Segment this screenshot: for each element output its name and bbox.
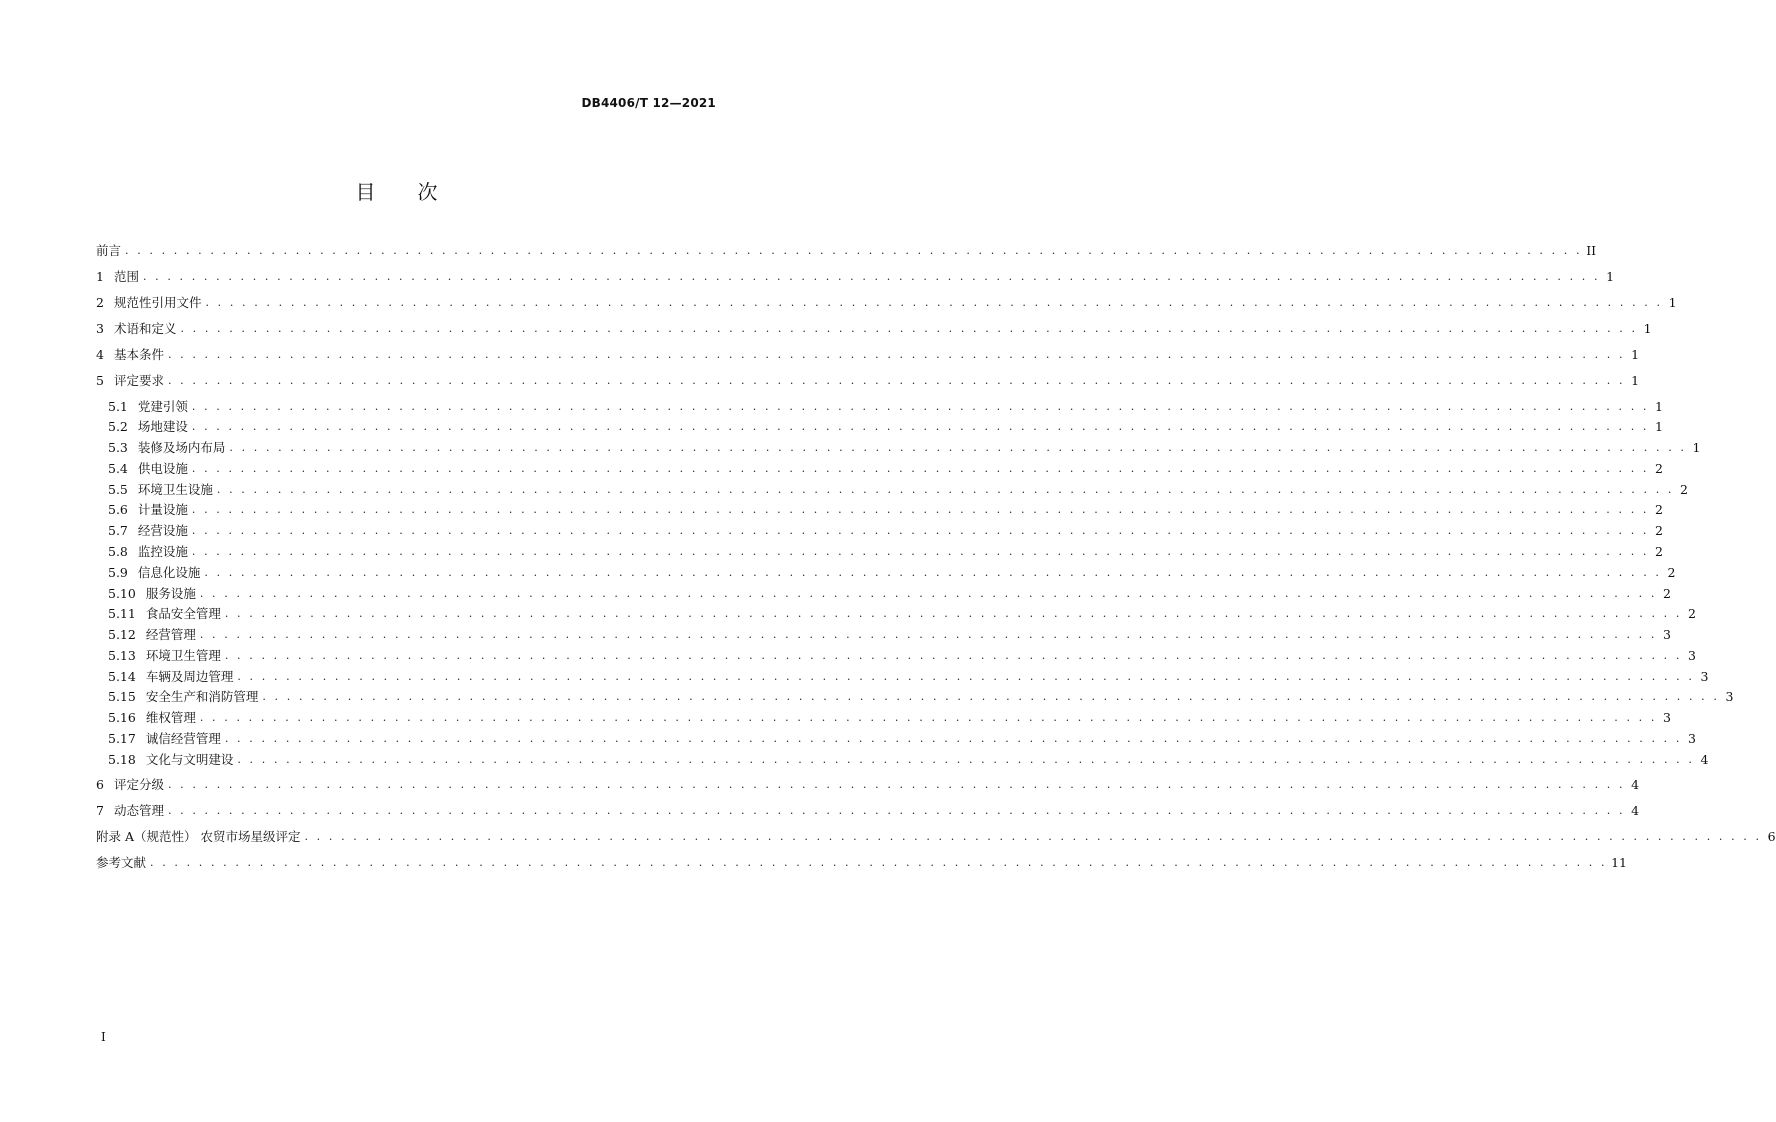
toc-entry-number: 1 [96, 269, 104, 284]
toc-dot-leader: . . . . . . . . . . . . . . . . . . . . . . . . . . . . . . . . . . . . . . . . . . . . . . . . . . . . . . . . . . . . . . . . . . . . . . . . . . . . . . . . . . . . . . . . . . . . . . . . . . . . . . . . . . . . . . . . . . . . . . . . [199, 628, 1657, 641]
toc-entry-title: 评定要求 [113, 373, 164, 388]
toc-dot-leader: . . . . . . . . . . . . . . . . . . . . . . . . . . . . . . . . . . . . . . . . . . . . . . . . . . . . . . . . . . . . . . . . . . . . . . . . . . . . . . . . . . . . . . . . . . . . . . . . . . . . . . . . . . . . . . . . . . . . . . . . [142, 270, 1601, 283]
toc-dot-leader: . . . . . . . . . . . . . . . . . . . . . . . . . . . . . . . . . . . . . . . . . . . . . . . . . . . . . . . . . . . . . . . . . . . . . . . . . . . . . . . . . . . . . . . . . . . . . . . . . . . . . . . . . . . . . . . . . . . . . . . . [150, 856, 1608, 869]
toc-entry-number: 5.8 [108, 544, 128, 559]
toc-entry-title: 计量设施 [137, 502, 188, 517]
toc-entry[interactable] [96, 827, 1776, 845]
toc-entry-page: 1 [1692, 440, 1701, 455]
toc-entry-page: 1 [1631, 373, 1640, 388]
toc-entry-page: 3 [1725, 689, 1734, 704]
toc-dot-leader: . . . . . . . . . . . . . . . . . . . . . . . . . . . . . . . . . . . . . . . . . . . . . . . . . . . . . . . . . . . . . . . . . . . . . . . . . . . . . . . . . . . . . . . . . . . . . . . . . . . . . . . . . . . . . . . . . . . . . . . . [237, 753, 1695, 766]
toc-entry-title: 术语和定义 [113, 321, 177, 336]
toc-entry[interactable] [96, 667, 1709, 685]
toc-entry-page: 4 [1631, 803, 1640, 818]
toc-entry-page: 2 [1680, 482, 1688, 497]
toc-entry-title: 党建引领 [137, 399, 188, 414]
toc-entry[interactable] [96, 646, 1696, 664]
toc-entry[interactable] [96, 371, 1640, 389]
toc-entry-title: 服务设施 [145, 586, 196, 601]
toc-entry-number: 2 [96, 295, 104, 310]
toc-dot-leader: . . . . . . . . . . . . . . . . . . . . . . . . . . . . . . . . . . . . . . . . . . . . . . . . . . . . . . . . . . . . . . . . . . . . . . . . . . . . . . . . . . . . . . . . . . . . . . . . . . . . . . . . . . . . . . . . . . . . . . . . [167, 804, 1626, 817]
toc-entry-page: 11 [1611, 855, 1628, 870]
toc-dot-leader: . . . . . . . . . . . . . . . . . . . . . . . . . . . . . . . . . . . . . . . . . . . . . . . . . . . . . . . . . . . . . . . . . . . . . . . . . . . . . . . . . . . . . . . . . . . . . . . . . . . . . . . . . . . . . . . . . . . . . . . . [229, 441, 1687, 454]
toc-entry-number: 5.2 [108, 419, 128, 434]
toc-title: 目次 [355, 180, 480, 204]
toc-dot-leader: . . . . . . . . . . . . . . . . . . . . . . . . . . . . . . . . . . . . . . . . . . . . . . . . . . . . . . . . . . . . . . . . . . . . . . . . . . . . . . . . . . . . . . . . . . . . . . . . . . . . . . . . . . . . . . . . . . . . . . . . [191, 420, 1649, 433]
toc-dot-leader: . . . . . . . . . . . . . . . . . . . . . . . . . . . . . . . . . . . . . . . . . . . . . . . . . . . . . . . . . . . . . . . . . . . . . . . . . . . . . . . . . . . . . . . . . . . . . . . . . . . . . . . . . . . . . . . . . . . . . . . . [216, 483, 1674, 496]
toc-dot-leader: . . . . . . . . . . . . . . . . . . . . . . . . . . . . . . . . . . . . . . . . . . . . . . . . . . . . . . . . . . . . . . . . . . . . . . . . . . . . . . . . . . . . . . . . . . . . . . . . . . . . . . . . . . . . . . . . . . . . . . . . [224, 649, 1682, 662]
toc-dot-leader: . . . . . . . . . . . . . . . . . . . . . . . . . . . . . . . . . . . . . . . . . . . . . . . . . . . . . . . . . . . . . . . . . . . . . . . . . . . . . . . . . . . . . . . . . . . . . . . . . . . . . . . . . . . . . . . . . . . . . . . . [180, 322, 1638, 335]
toc-entry-number: 5.6 [108, 502, 128, 517]
toc-entry-page: 1 [1655, 419, 1663, 434]
toc-dot-leader: . . . . . . . . . . . . . . . . . . . . . . . . . . . . . . . . . . . . . . . . . . . . . . . . . . . . . . . . . . . . . . . . . . . . . . . . . . . . . . . . . . . . . . . . . . . . . . . . . . . . . . . . . . . . . . . . . . . . . . . . [167, 778, 1626, 791]
toc-entry-title: 环境卫生设施 [137, 482, 213, 497]
toc-entry[interactable] [96, 708, 1671, 726]
toc-entry-page: 3 [1700, 669, 1709, 684]
toc-entry[interactable] [96, 459, 1663, 477]
toc-entry[interactable] [96, 397, 1663, 415]
toc-entry[interactable] [96, 319, 1652, 337]
toc-entry-number: 5.1 [108, 399, 128, 414]
toc-entry[interactable] [96, 480, 1688, 498]
toc-dot-leader: . . . . . . . . . . . . . . . . . . . . . . . . . . . . . . . . . . . . . . . . . . . . . . . . . . . . . . . . . . . . . . . . . . . . . . . . . . . . . . . . . . . . . . . . . . . . . . . . . . . . . . . . . . . . . . . . . . . . . . . . [204, 566, 1662, 579]
toc-entry-title: 范围 [113, 269, 139, 284]
toc-entry-title: 安全生产和消防管理 [145, 689, 259, 704]
toc-entry-title: 维权管理 [145, 710, 196, 725]
toc-dot-leader: . . . . . . . . . . . . . . . . . . . . . . . . . . . . . . . . . . . . . . . . . . . . . . . . . . . . . . . . . . . . . . . . . . . . . . . . . . . . . . . . . . . . . . . . . . . . . . . . . . . . . . . . . . . . . . . . . . . . . . . . [191, 524, 1649, 537]
toc-entry-title: 经营设施 [137, 523, 188, 538]
toc-entry-title: 装修及场内布局 [137, 440, 226, 455]
toc-entry-page: 1 [1668, 295, 1677, 310]
toc-entry-page: 4 [1631, 777, 1640, 792]
toc-entry-title: 信息化设施 [137, 565, 201, 580]
toc-entry-page: 2 [1655, 523, 1663, 538]
toc-entry-page: 3 [1663, 710, 1671, 725]
toc-entry-number: 5.13 [108, 648, 136, 663]
toc-entry-title: 文化与文明建设 [145, 752, 234, 767]
toc-entry-page: 2 [1688, 606, 1696, 621]
toc-entry-page: 1 [1643, 321, 1652, 336]
toc-dot-leader: . . . . . . . . . . . . . . . . . . . . . . . . . . . . . . . . . . . . . . . . . . . . . . . . . . . . . . . . . . . . . . . . . . . . . . . . . . . . . . . . . . . . . . . . . . . . . . . . . . . . . . . . . . . . . . . . . . . . . . . . [191, 462, 1649, 475]
toc-entry-title: 诚信经营管理 [145, 731, 221, 746]
toc-entry-page: 2 [1667, 565, 1676, 580]
toc-entry-title: 参考文献 [96, 855, 147, 870]
toc-entry-number: 5.10 [108, 586, 136, 601]
toc-entry-page: 2 [1663, 586, 1671, 601]
toc-entry-title: 场地建设 [137, 419, 188, 434]
toc-entry-number: 5.4 [108, 461, 128, 476]
toc-entry-number: 5.14 [108, 669, 136, 684]
toc-entry-number: 5 [96, 373, 104, 388]
toc-entry-number: 7 [96, 803, 104, 818]
toc-entry-title: 食品安全管理 [145, 606, 221, 621]
toc-dot-leader: . . . . . . . . . . . . . . . . . . . . . . . . . . . . . . . . . . . . . . . . . . . . . . . . . . . . . . . . . . . . . . . . . . . . . . . . . . . . . . . . . . . . . . . . . . . . . . . . . . . . . . . . . . . . . . . . . . . . . . . . [205, 296, 1663, 309]
toc-entry-number: 3 [96, 321, 104, 336]
toc-entry[interactable] [96, 584, 1671, 602]
toc-entry-number: 6 [96, 777, 104, 792]
toc-entry-page: 1 [1655, 399, 1663, 414]
toc-entry-number: 5.16 [108, 710, 136, 725]
toc-entry-title: 规范性引用文件 [113, 295, 202, 310]
toc-dot-leader: . . . . . . . . . . . . . . . . . . . . . . . . . . . . . . . . . . . . . . . . . . . . . . . . . . . . . . . . . . . . . . . . . . . . . . . . . . . . . . . . . . . . . . . . . . . . . . . . . . . . . . . . . . . . . . . . . . . . . . . . [237, 670, 1695, 683]
toc-entry[interactable] [96, 542, 1663, 560]
toc-entry[interactable] [96, 687, 1734, 705]
toc-entry-number: 5.9 [108, 565, 128, 580]
toc-entry-title: 评定分级 [113, 777, 164, 792]
toc-dot-leader: . . . . . . . . . . . . . . . . . . . . . . . . . . . . . . . . . . . . . . . . . . . . . . . . . . . . . . . . . . . . . . . . . . . . . . . . . . . . . . . . . . . . . . . . . . . . . . . . . . . . . . . . . . . . . . . . . . . . . . . . [199, 711, 1657, 724]
toc-dot-leader: . . . . . . . . . . . . . . . . . . . . . . . . . . . . . . . . . . . . . . . . . . . . . . . . . . . . . . . . . . . . . . . . . . . . . . . . . . . . . . . . . . . . . . . . . . . . . . . . . . . . . . . . . . . . . . . . . . . . . . . . [262, 690, 1720, 703]
toc-entry[interactable] [96, 750, 1709, 768]
document-code: DB4406/T 12—2021 [581, 96, 716, 110]
toc-dot-leader: . . . . . . . . . . . . . . . . . . . . . . . . . . . . . . . . . . . . . . . . . . . . . . . . . . . . . . . . . . . . . . . . . . . . . . . . . . . . . . . . . . . . . . . . . . . . . . . . . . . . . . . . . . . . . . . . . . . . . . . . [199, 587, 1657, 600]
toc-entry[interactable] [96, 563, 1676, 581]
toc-entry-page: II [1586, 243, 1597, 258]
toc-entry-page: 4 [1700, 752, 1709, 767]
toc-entry[interactable] [96, 625, 1671, 643]
toc-entry-page: 6 [1767, 829, 1776, 844]
toc-entry-number: 5.12 [108, 627, 136, 642]
toc-entry[interactable] [96, 801, 1640, 819]
toc-entry[interactable] [96, 521, 1663, 539]
toc-entry[interactable] [96, 853, 1628, 871]
page-number: I [101, 1030, 106, 1044]
toc-dot-leader: . . . . . . . . . . . . . . . . . . . . . . . . . . . . . . . . . . . . . . . . . . . . . . . . . . . . . . . . . . . . . . . . . . . . . . . . . . . . . . . . . . . . . . . . . . . . . . . . . . . . . . . . . . . . . . . . . . . . . . . . [191, 400, 1649, 413]
toc-dot-leader: . . . . . . . . . . . . . . . . . . . . . . . . . . . . . . . . . . . . . . . . . . . . . . . . . . . . . . . . . . . . . . . . . . . . . . . . . . . . . . . . . . . . . . . . . . . . . . . . . . . . . . . . . . . . . . . . . . . . . . . . [224, 607, 1682, 620]
toc-entry[interactable] [96, 775, 1640, 793]
toc-dot-leader: . . . . . . . . . . . . . . . . . . . . . . . . . . . . . . . . . . . . . . . . . . . . . . . . . . . . . . . . . . . . . . . . . . . . . . . . . . . . . . . . . . . . . . . . . . . . . . . . . . . . . . . . . . . . . . . . . . . . . . . . [304, 830, 1762, 843]
toc-entry[interactable] [96, 241, 1597, 259]
toc-entry[interactable] [96, 345, 1640, 363]
toc-dot-leader: . . . . . . . . . . . . . . . . . . . . . . . . . . . . . . . . . . . . . . . . . . . . . . . . . . . . . . . . . . . . . . . . . . . . . . . . . . . . . . . . . . . . . . . . . . . . . . . . . . . . . . . . . . . . . . . . . . . . . . . . [125, 244, 1583, 257]
toc-entry-title: 附录 A（规范性） 农贸市场星级评定 [96, 829, 301, 844]
toc-entry[interactable] [96, 729, 1696, 747]
toc-entry-title: 供电设施 [137, 461, 188, 476]
toc-entry-number: 5.3 [108, 440, 128, 455]
toc-entry-title: 动态管理 [113, 803, 164, 818]
toc-entry-number: 5.17 [108, 731, 136, 746]
toc-entry-number: 5.7 [108, 523, 128, 538]
toc-entry-page: 3 [1688, 731, 1696, 746]
toc-entry-number: 5.11 [108, 606, 136, 621]
toc-dot-leader: . . . . . . . . . . . . . . . . . . . . . . . . . . . . . . . . . . . . . . . . . . . . . . . . . . . . . . . . . . . . . . . . . . . . . . . . . . . . . . . . . . . . . . . . . . . . . . . . . . . . . . . . . . . . . . . . . . . . . . . . [191, 503, 1649, 516]
toc-entry-number: 5.18 [108, 752, 136, 767]
toc-entry[interactable] [96, 604, 1696, 622]
toc-entry-title: 经营管理 [145, 627, 196, 642]
toc-dot-leader: . . . . . . . . . . . . . . . . . . . . . . . . . . . . . . . . . . . . . . . . . . . . . . . . . . . . . . . . . . . . . . . . . . . . . . . . . . . . . . . . . . . . . . . . . . . . . . . . . . . . . . . . . . . . . . . . . . . . . . . . [167, 374, 1626, 387]
toc-entry-title: 车辆及周边管理 [145, 669, 234, 684]
toc-entry-page: 2 [1655, 502, 1663, 517]
toc-entry-number: 5.5 [108, 482, 128, 497]
toc-dot-leader: . . . . . . . . . . . . . . . . . . . . . . . . . . . . . . . . . . . . . . . . . . . . . . . . . . . . . . . . . . . . . . . . . . . . . . . . . . . . . . . . . . . . . . . . . . . . . . . . . . . . . . . . . . . . . . . . . . . . . . . . [167, 348, 1626, 361]
toc-entry[interactable] [96, 500, 1663, 518]
toc-entry-title: 监控设施 [137, 544, 188, 559]
toc-entry[interactable] [96, 267, 1615, 285]
toc-entry-page: 1 [1606, 269, 1615, 284]
toc-entry-number: 4 [96, 347, 104, 362]
toc-entry-title: 基本条件 [113, 347, 164, 362]
toc-entry-title: 环境卫生管理 [145, 648, 221, 663]
toc-entry-page: 2 [1655, 544, 1663, 559]
toc-dot-leader: . . . . . . . . . . . . . . . . . . . . . . . . . . . . . . . . . . . . . . . . . . . . . . . . . . . . . . . . . . . . . . . . . . . . . . . . . . . . . . . . . . . . . . . . . . . . . . . . . . . . . . . . . . . . . . . . . . . . . . . . [224, 732, 1682, 745]
toc-entry[interactable] [96, 438, 1701, 456]
toc-entry-page: 2 [1655, 461, 1663, 476]
toc-entry-number: 5.15 [108, 689, 136, 704]
toc-entry-page: 3 [1688, 648, 1696, 663]
toc-entry[interactable] [96, 293, 1677, 311]
toc-entry[interactable] [96, 417, 1663, 435]
toc-entry-page: 1 [1631, 347, 1640, 362]
toc-entry-page: 3 [1663, 627, 1671, 642]
toc-entry-title: 前言 [96, 243, 122, 258]
toc-dot-leader: . . . . . . . . . . . . . . . . . . . . . . . . . . . . . . . . . . . . . . . . . . . . . . . . . . . . . . . . . . . . . . . . . . . . . . . . . . . . . . . . . . . . . . . . . . . . . . . . . . . . . . . . . . . . . . . . . . . . . . . . [191, 545, 1649, 558]
